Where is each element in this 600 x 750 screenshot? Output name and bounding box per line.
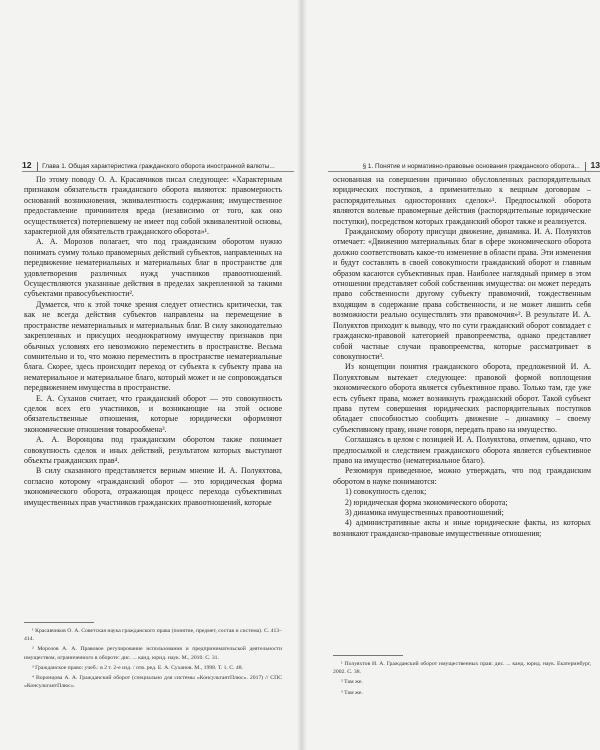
footnote: ² Морозов А. А. Правовое регулирование использования и предпринимательской деятельности имуществом, ограниченного в обороте: дис. ... канд. юрид. наук. М., 2010. С. 31.	[24, 646, 282, 661]
left-paragraph: По этому поводу О. А. Красавчиков писал следующее: «Характерным признаком обязательств гражданского оборота являются: правомерность оснований возникновения, эквивалентность содержания; имущественное предоставление причинителя вреда (независимо от того, как оно осуществляется) потерпевшему не имеет под собой эквивалентной основы, характерной для обязательств гражданского оборота»¹.	[24, 175, 282, 237]
footnote: ⁴ Воронцова А. А. Гражданский оборот (специально для системы «КонсультантПлюс». 2017) // СПС «КонсультантПлюс».	[24, 675, 282, 690]
left-page-number: 12	[22, 160, 32, 170]
right-running-title: § 1. Понятие и нормативно-правовые основания гражданского оборота...	[362, 163, 580, 170]
right-paragraph: основанная на совершении причинно обусловленных распорядительных юридических поступков, а применительно к вещным договорам – распорядительных односторонних сделок»¹. Предпосылкой оборота являются волевые правомерные действия (распорядительные юридические поступки), посредством которых гражданский оборот также и реализуется.	[333, 175, 591, 226]
right-page-number: 13	[590, 160, 600, 170]
definitions-list	[333, 487, 591, 539]
right-page	[333, 0, 591, 750]
footnote: ³ Там же.	[341, 689, 363, 696]
list-item: 1) совокупность сделок;	[345, 487, 427, 497]
left-page-body	[24, 175, 282, 508]
right-paragraph: Резюмируя приведенное, можно утверждать, что под гражданским оборотом в науке понимаются:	[333, 466, 591, 486]
left-footnotes	[24, 627, 282, 692]
right-footnotes	[333, 660, 591, 699]
right-page-body	[333, 175, 591, 539]
right-footnote-rule	[333, 655, 403, 656]
footnote: ² Там же.	[341, 679, 363, 686]
left-page	[24, 0, 282, 750]
left-paragraph: В силу сказанного представляется верным мнение И. А. Полуяхтова, согласно которому «гражданский оборот — это юридическая форма экономического оборота, отражающая процесс перехода субъективных имущественных прав участников гражданских правоотношений, которые	[24, 466, 282, 507]
left-paragraph: А. А. Воронцова под гражданским оборотом также понимает совокупность сделок и иных действий, результатом которых выступают объекты гражданских прав⁴.	[24, 435, 282, 465]
list-item: 2) юридическая форма экономического оборота;	[345, 497, 508, 507]
book-gutter	[297, 0, 307, 750]
footnote: ³ Гражданское право: учеб.: в 2 т. 2-е изд. / отв. ред. Е. А. Суханов. М., 1998. Т. 1. С. 48.	[32, 664, 244, 671]
left-paragraph: Е. А. Суханов считает, что гражданский оборот — это совокупность сделок всех его участников, и возникающие на этой основе обязательственные отношения, которые юридически оформляют экономические отношения товарообмена³.	[24, 393, 282, 434]
list-item: 3) динамика имущественных правоотношений;	[345, 508, 504, 517]
list-item: 4) административные акты и иные юридические факты, из которых возникают гражданско-правовые имущественные отношения;	[333, 518, 591, 538]
right-paragraph: Гражданскому обороту присущи движение, динамика. И. А. Полуяхтов отмечает: «Движению материальных благ в сфере экономического оборота должно соответствовать какое-то изменение в области права. Эти изменения и будут составлять в своей совокупности гражданский оборот и главным образом касаются субъективных прав. Наиболее наглядный пример в этом отношении представляет собой собственник имущества: он может передать право собственности другому субъекту правомочий, тождественным входящим в содержание права собственности, и не может лишить себя возможности реально осуществлять эти правомочия»². В результате И. А. Полуяхтов приходит к выводу, что по сути гражданский оборот совпадает с гражданско-правовой категорией правопреемства, однако представляет собой частные случаи правопреемства, которые рассматривает в совокупности³.	[333, 227, 591, 361]
footnote: ¹ Полуяхтов И. А. Гражданский оборот имущественных прав: дис. ... канд. юрид. наук. Екатеринбург, 2002. С. 38.	[333, 661, 591, 676]
right-paragraph: Из концепции понятия гражданского оборота, предложенной И. А. Полуяхтовым вытекает следующее: правовой формой воплощения экономического оборота является субъективное право. Только там, где уже есть субъект права, может возникнуть гражданский оборот. Такой субъект права путем совершения юридических распорядительных поступков обладает способностью сообщить движение – динамику – своему субъективному праву, иначе говоря, передать право на имущество.	[333, 362, 591, 434]
left-paragraph: А. А. Морозов полагает, что под гражданским оборотом нужно понимать сумму только правомерных действий субъектов, направленных на передвижение нематериальных и материальных благ в пространстве для удовлетворения различных нужд участников правоотношений. Осуществляются указанные действия в пределах закрепленной за такими субъектами правосубъектности².	[24, 237, 282, 299]
right-paragraph: Соглашаясь в целом с позицией И. А. Полуяхтова, отметим, однако, что предпосылкой и следствием гражданского оборота является субъективное право на имущество (нематериальное благо).	[333, 435, 591, 465]
footnote: ¹ Красавчиков О. А. Советская наука гражданского права (понятие, предмет, состав и система). С. 413–414.	[24, 628, 282, 643]
left-footnote-rule	[24, 622, 94, 623]
left-paragraph: Думается, что к этой точке зрения следует отнестись критически, так как не всегда действия субъектов направлены на перемещение в пространстве нематериальных и материальных благ. В силу законодательно закрепленных и присущих неоднократному имуществу признаков при обычных условиях его невозможно переместить в пространстве. Весьма сомнительно и то, что можно переместить в пространстве нематериальные блага. Скорее, здесь происходит переход от субъекта к субъекту права на нематериальное и материальное благо, который может и не сопровождаться передвижением имущества в пространстве.	[24, 299, 282, 393]
left-running-title: Глава 1. Общая характеристика гражданского оборота иностранной валюты...	[42, 163, 275, 170]
